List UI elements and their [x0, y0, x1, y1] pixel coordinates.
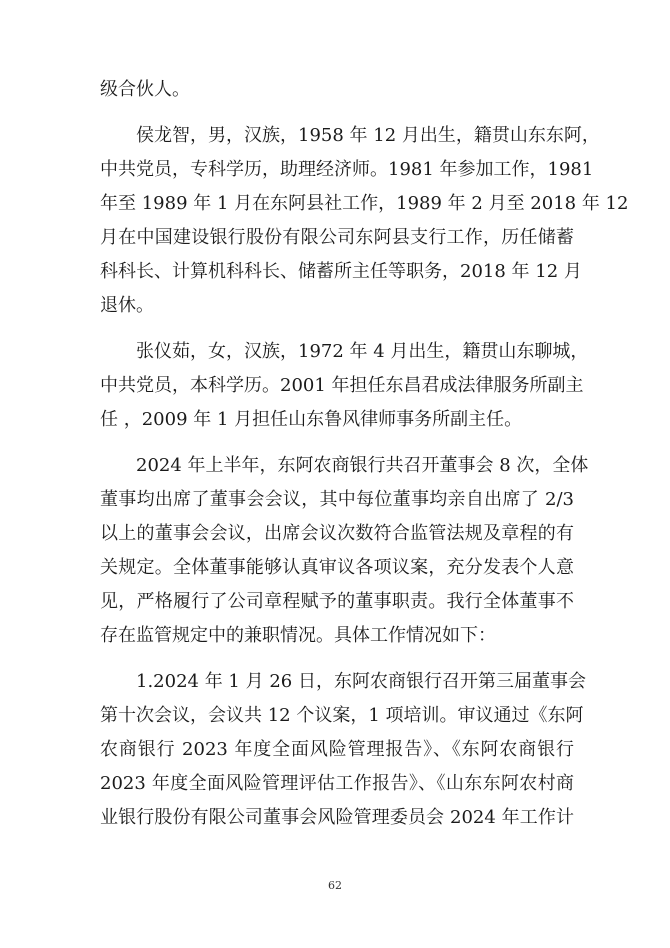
text-line: 见，严格履行了公司章程赋予的董事职责。我行全体董事不: [100, 591, 574, 612]
text-line: 年至 1989 年 1 月在东阿县社工作，1989 年 2 月至 2018 年 12: [100, 193, 629, 214]
text-line: 2024 年上半年，东阿农商银行共召开董事会 8 次，全体: [136, 455, 589, 476]
text-line: 科科长、计算机科科长、储蓄所主任等职务，2018 年 12 月: [100, 261, 582, 282]
text-line: 业银行股份有限公司董事会风险管理委员会 2024 年工作计: [100, 807, 574, 828]
text-line: 存在监管规定中的兼职情况。具体工作情况如下：: [100, 625, 496, 646]
text-line: 2023 年度全面风险管理评估工作报告》、《山东东阿农村商: [100, 773, 574, 794]
text-line: 第十次会议，会议共 12 个议案，1 项培训。审议通过《东阿: [100, 705, 584, 726]
text-line: 月在中国建设银行股份有限公司东阿县支行工作，历任储蓄: [100, 227, 574, 248]
text-line: 中共党员，本科学历。2001 年担任东昌君成法律服务所副主: [100, 375, 584, 396]
text-line: 董事均出席了董事会会议，其中每位董事均亲自出席了 2/3: [100, 489, 574, 510]
text-line: 侯龙智，男，汉族，1958 年 12 月出生，籍贯山东东阿，: [136, 125, 600, 146]
text-line: 关规定。全体董事能够认真审议各项议案，充分发表个人意: [100, 557, 574, 578]
text-line: 1.2024 年 1 月 26 日，东阿农商银行召开第三届董事会: [136, 671, 586, 692]
text-line: 级合伙人。: [100, 79, 190, 100]
text-line: 张仪茹，女，汉族，1972 年 4 月出生，籍贯山东聊城，: [136, 341, 589, 362]
page-number: 62: [328, 879, 342, 892]
text-line: 退休。: [100, 295, 154, 316]
text-line: 以上的董事会会议，出席会议次数符合监管法规及章程的有: [100, 523, 574, 544]
text-line: 中共党员，专科学历，助理经济师。1981 年参加工作，1981: [100, 159, 594, 180]
text-line: 农商银行 2023 年度全面风险管理报告》、《东阿农商银行: [100, 739, 574, 760]
text-line: 任 ，2009 年 1 月担任山东鲁风律师事务所副主任。: [100, 409, 523, 430]
